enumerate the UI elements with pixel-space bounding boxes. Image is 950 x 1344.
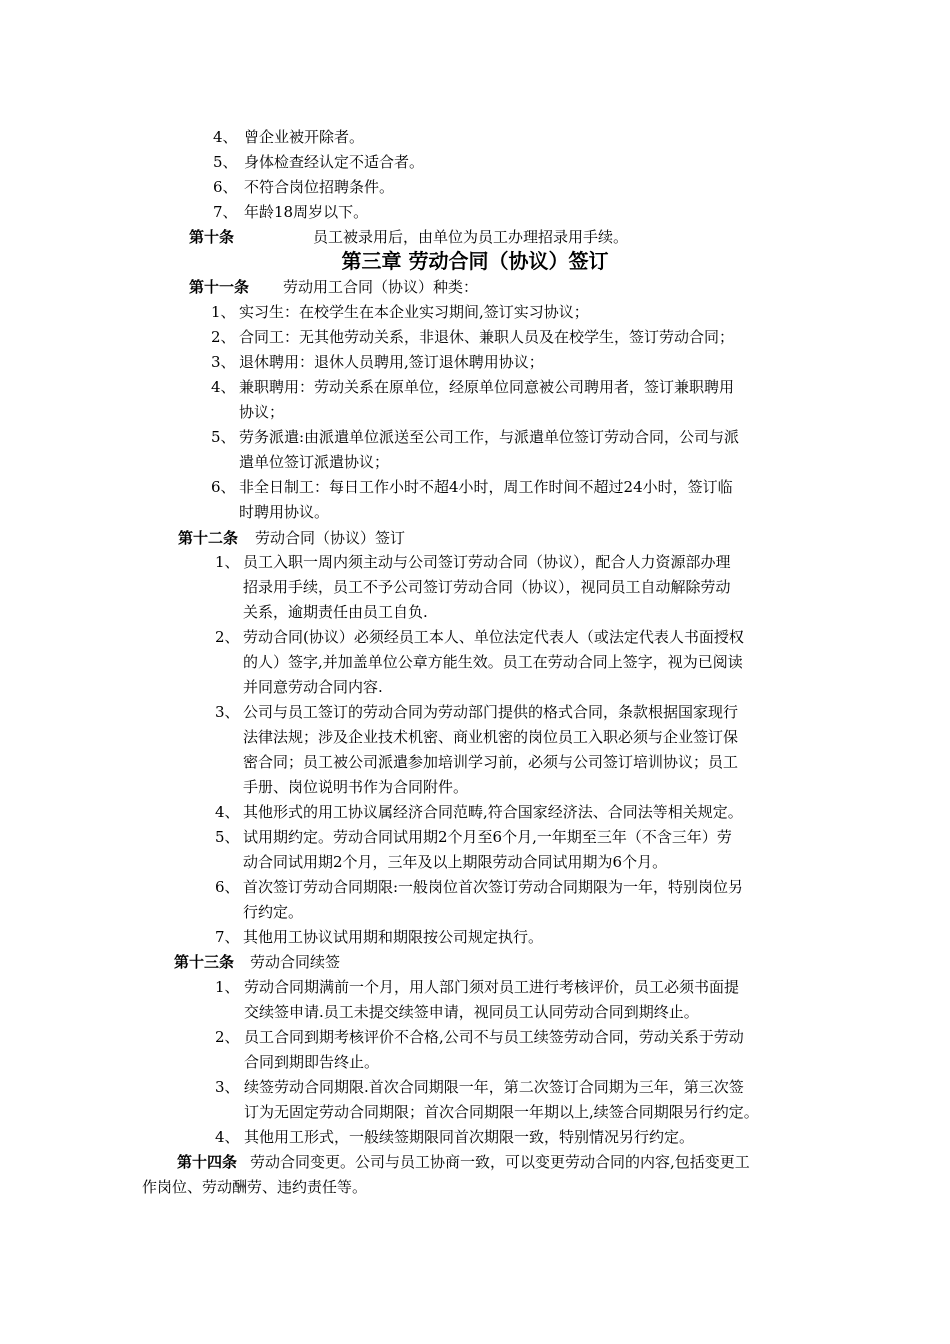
list-item-text: 非全日制工：每日工作小时不超4小时，周工作时间不超过24小时，签订临 [239, 478, 733, 496]
list-item-text: 劳务派遣:由派遣单位派送至公司工作，与派遣单位签订劳动合同，公司与派 [239, 428, 740, 446]
list-item-text: 员工合同到期考核评价不合格,公司不与员工续签劳动合同，劳动关系于劳动 [244, 1028, 744, 1046]
list-item-text: 实习生：在校学生在本企业实习期间,签订实习协议； [239, 303, 589, 321]
list-item-text: 招录用手续，员工不予公司签订劳动合同（协议），视同员工自动解除劳动 [243, 578, 731, 596]
article-text: 劳动合同（协议）签订 [255, 529, 406, 547]
list-number: 1、 [215, 553, 240, 571]
list-number: 4、 [211, 378, 236, 396]
article-text-continued: 作岗位、劳动酬劳、违约责任等。 [142, 1178, 368, 1196]
list-item-text: 劳动合同期满前一个月，用人部门须对员工进行考核评价，员工必须书面提 [244, 978, 740, 996]
chapter-title: 第三章 劳动合同（协议）签订 [341, 249, 609, 273]
list-number: 7、 [213, 203, 238, 221]
list-item-text: 员工入职一周内须主动与公司签订劳动合同（协议），配合人力资源部办理 [243, 553, 731, 571]
list-item-text: 其他用工协议试用期和期限按公司规定执行。 [243, 928, 544, 946]
list-number: 5、 [213, 153, 238, 171]
list-item-text: 合同到期即告终止。 [244, 1053, 380, 1071]
list-item-text: 合同工：无其他劳动关系，非退休、兼职人员及在校学生，签订劳动合同； [239, 328, 735, 346]
list-number: 4、 [215, 803, 240, 821]
list-item-text: 密合同；员工被公司派遣参加培训学习前，必须与公司签订培训协议；员工 [243, 753, 739, 771]
list-item-text: 动合同试用期2个月，三年及以上期限劳动合同试用期为6个月。 [243, 853, 668, 871]
list-number: 5、 [211, 428, 236, 446]
list-item-text: 手册、岗位说明书作为合同附件。 [243, 778, 469, 796]
list-number: 2、 [211, 328, 236, 346]
list-number: 2、 [215, 1028, 240, 1046]
list-item-text: 首次签订劳动合同期限:一般岗位首次签订劳动合同期限为一年，特别岗位另 [243, 878, 744, 896]
list-item-text: 关系，逾期责任由员工自负. [243, 603, 428, 621]
list-number: 4、 [213, 128, 238, 146]
list-item-text: 法律法规；涉及企业技术机密、商业机密的岗位员工入职必须与企业签订保 [243, 728, 739, 746]
list-item-text: 订为无固定劳动合同期限；首次合同期限一年期以上,续签合同期限另行约定。 [244, 1103, 759, 1121]
list-item-text: 时聘用协议。 [239, 503, 330, 521]
list-number: 3、 [215, 703, 240, 721]
list-number: 7、 [215, 928, 240, 946]
list-item-text: 曾企业被开除者。 [244, 128, 365, 146]
article-label: 第十三条 [174, 953, 235, 971]
list-item-text: 协议； [239, 403, 285, 421]
article-text: 劳动合同续签 [250, 953, 341, 971]
list-number: 1、 [211, 303, 236, 321]
article-text: 劳动用工合同（协议）种类： [283, 278, 479, 296]
article-label: 第十四条 [177, 1153, 238, 1171]
list-item-text: 兼职聘用：劳动关系在原单位，经原单位同意被公司聘用者，签订兼职聘用 [239, 378, 735, 396]
list-number: 6、 [215, 878, 240, 896]
list-number: 6、 [213, 178, 238, 196]
list-number: 5、 [215, 828, 240, 846]
list-item-text: 试用期约定。劳动合同试用期2个月至6个月,一年期至三年（不含三年）劳 [243, 828, 732, 846]
article-text: 劳动合同变更。公司与员工协商一致，可以变更劳动合同的内容,包括变更工 [250, 1153, 750, 1171]
list-number: 3、 [215, 1078, 240, 1096]
list-item-text: 公司与员工签订的劳动合同为劳动部门提供的格式合同，条款根据国家现行 [243, 703, 739, 721]
article-label: 第十一条 [189, 278, 250, 296]
list-item-text: 不符合岗位招聘条件。 [244, 178, 395, 196]
list-item-text: 的人）签字,并加盖单位公章方能生效。员工在劳动合同上签字，视为已阅读 [243, 653, 743, 671]
list-item-text: 行约定。 [243, 903, 304, 921]
list-item-text: 退休聘用：退休人员聘用,签订退休聘用协议； [239, 353, 544, 371]
article-label: 第十条 [189, 228, 235, 246]
list-item-text: 其他用工形式，一般续签期限同首次期限一致，特别情况另行约定。 [244, 1128, 695, 1146]
list-number: 6、 [211, 478, 236, 496]
list-item-text: 年龄18周岁以下。 [244, 203, 369, 221]
article-label: 第十二条 [178, 529, 239, 547]
list-number: 4、 [215, 1128, 240, 1146]
list-number: 1、 [215, 978, 240, 996]
list-item-text: 身体检查经认定不适合者。 [244, 153, 425, 171]
list-number: 3、 [211, 353, 236, 371]
list-item-text: 遣单位签订派遣协议； [239, 453, 390, 471]
article-text: 员工被录用后，由单位为员工办理招录用手续。 [313, 228, 629, 246]
list-item-text: 并同意劳动合同内容. [243, 678, 383, 696]
list-item-text: 交续签申请.员工未提交续签申请，视同员工认同劳动合同到期终止。 [244, 1003, 699, 1021]
list-item-text: 续签劳动合同期限.首次合同期限一年，第二次签订合同期为三年，第三次签 [244, 1078, 744, 1096]
list-item-text: 其他形式的用工协议属经济合同范畴,符合国家经济法、合同法等相关规定。 [243, 803, 743, 821]
list-number: 2、 [215, 628, 240, 646]
list-item-text: 劳动合同(协议）必须经员工本人、单位法定代表人（或法定代表人书面授权 [243, 628, 744, 646]
